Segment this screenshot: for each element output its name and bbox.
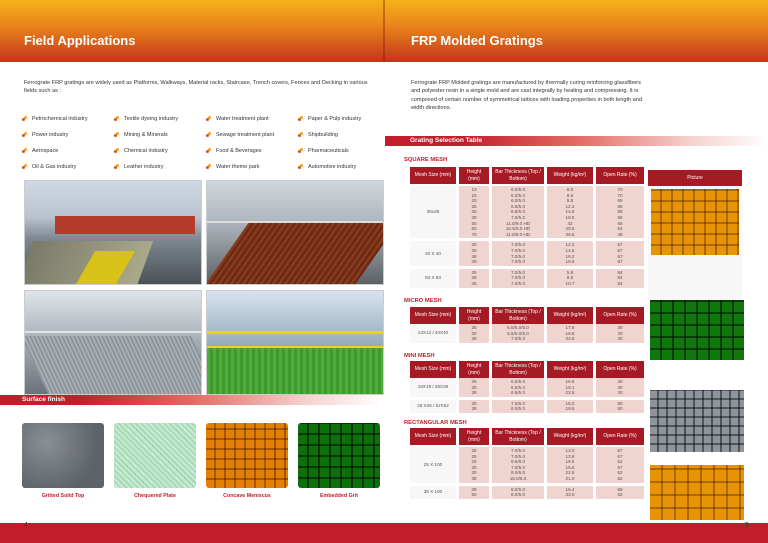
table-cell-bar: 6.5/5.0/5.0 (507, 325, 529, 330)
column-header-mesh: Mesh Size (mm) (410, 307, 456, 324)
left-page-number: 4 (24, 522, 28, 529)
table-cell-height: 38 (471, 486, 477, 492)
table-cell-height: 13 (471, 187, 477, 192)
column-header-weight: Weight (kg/m²) (547, 307, 593, 324)
table-cell-bar: 7.0/5.0 (510, 269, 526, 275)
bullet-icon (298, 132, 304, 138)
mesh-size-cell: 83 X 83 (425, 275, 441, 281)
table-cell-bar: 6.0/5.0 (510, 198, 526, 204)
table-cell-open: 84 (617, 269, 623, 275)
industry-item (114, 116, 178, 122)
table-cell-bar: 7.0/5.0 (510, 259, 526, 265)
industry-label: Chemical industry (124, 148, 168, 154)
industry-label: Shipbuilding (308, 132, 338, 138)
table-cell-weight: 15.2 (565, 400, 575, 406)
table-cell-height: 50 (471, 492, 477, 498)
industry-item (22, 132, 68, 138)
industry-item (206, 132, 274, 138)
photo-green-deck (206, 290, 384, 395)
column-header-mesh: Mesh Size (mm) (410, 361, 456, 378)
table-cell-bar: 8.0/5.0 (510, 492, 526, 498)
grating-image-green (650, 300, 744, 360)
table-cell-open: 56 (617, 220, 623, 226)
table-cell-height: 20 (471, 198, 477, 204)
swatch-label: Chequered Plate (134, 493, 176, 499)
table-cell-weight: 12.3 (565, 242, 575, 248)
table-cell-bar: 9.5/8.0 (510, 459, 526, 465)
bullet-icon (298, 164, 304, 170)
table-cell-open: 67 (617, 248, 623, 253)
picture-header: Picture (648, 170, 742, 186)
table-cell-height: 38 (471, 275, 477, 281)
table-cell-height: 40 (471, 259, 477, 265)
bullet-icon (22, 148, 28, 154)
table-cell-bar: 7.0/5.0 (510, 248, 526, 253)
table-cell-open: 62 (617, 492, 623, 498)
table-cell-weight: 10.7 (565, 281, 575, 286)
industry-row (22, 127, 382, 143)
bullet-icon (114, 116, 120, 122)
table-cell-bar: 6.5/5.0 (510, 203, 526, 209)
table-cell-weight: 13.0 (565, 448, 575, 453)
industry-item (298, 164, 356, 170)
section-title: MINI MESH (404, 353, 435, 359)
table-cell-height: 25 (471, 459, 477, 465)
table-cell-bar: 6.5/5.0 (510, 209, 526, 215)
table-cell-weight: 17.8 (565, 325, 575, 330)
table-cell-open: 62 (617, 470, 623, 476)
table-cell-height: 30 (471, 248, 477, 253)
swatch-chequered-plate (114, 423, 196, 488)
table-cell-weight: 16.8 (565, 379, 575, 384)
table-cell-weight: 16.4 (565, 486, 575, 492)
table-cell-weight: 18.8 (565, 330, 575, 336)
bullet-icon (22, 116, 28, 122)
industry-item (22, 164, 76, 170)
table-cell-height: 38 (471, 253, 477, 259)
mesh-size-cell: 38 X 100 (423, 489, 443, 495)
table-cell-weight: 19.1 (565, 384, 575, 390)
grating-image-yellow-rect (650, 465, 744, 520)
table-cell-weight: 19.5 (565, 259, 575, 265)
table-cell-weight: 23.5 (565, 390, 575, 396)
table-cell-bar: 8.0/6.0 (510, 470, 526, 476)
table-cell-height: 30 (471, 400, 477, 406)
table-cell-open: 30 (617, 384, 623, 390)
table-cell-weight: 14.6 (565, 209, 575, 215)
table-cell-height: 25 (471, 269, 477, 275)
table-cell-height: 15 (471, 192, 477, 198)
column-header-bar: Bar Thickness (Top / Bottom) (492, 428, 544, 445)
table-cell-open: 67 (617, 448, 623, 453)
bullet-icon (114, 164, 120, 170)
industry-label: Paper & Pulp industry (308, 116, 362, 122)
table-cell-height: 60 (471, 226, 477, 232)
table-cell-height: 25 (471, 379, 477, 384)
industry-item (298, 132, 338, 138)
industry-item (298, 148, 349, 154)
table-cell-open: 30 (617, 325, 623, 330)
table-cell-weight: 40.6 (565, 226, 575, 232)
table-cell-height: 38 (471, 406, 477, 412)
left-intro-text: Ferrograte FRP gratings are widely used as Platforms, Walkways, Material racks, Staircase, Trench covers, Fences and Decking in various fields such as : (24, 80, 368, 95)
table-cell-weight: 33.0 (565, 492, 575, 498)
bullet-icon (206, 116, 212, 122)
table-cell-height: 25 (471, 203, 477, 209)
industry-label: Aerospace (32, 148, 59, 154)
table-cell-bar: 7.0/5.0 (510, 215, 526, 220)
industry-item (114, 164, 163, 170)
swatch-embedded-grit (298, 423, 380, 488)
table-cell-weight: 6.0 (566, 187, 574, 192)
column-header-open: Open Rate (%) (596, 361, 644, 378)
table-cell-bar: 7.0/5.0 (510, 242, 526, 248)
bullet-icon (298, 116, 304, 122)
industry-label: Textile dyeing industry (124, 116, 179, 122)
left-page-title: Field Applications (24, 33, 136, 48)
column-header-height: Height (mm) (459, 167, 489, 184)
table-cell-open: 67 (617, 259, 623, 265)
table-cell-open: 30 (617, 379, 623, 384)
table-cell-open: 62 (617, 476, 623, 481)
table-cell-weight: 9.5 (566, 275, 574, 281)
table-cell-open: 54 (617, 226, 623, 232)
swatch-label: Embedded Grit (320, 493, 358, 499)
page-spine (383, 0, 385, 62)
table-cell-bar: 7.0/5.0 (510, 281, 526, 286)
industry-label: Sewage treatment plant (216, 132, 275, 138)
industry-item (22, 148, 58, 154)
table-cell-weight: 19.5 (565, 406, 575, 412)
table-cell-open: 65 (617, 198, 623, 204)
table-cell-bar: 6.5/5.0/5.0 (507, 330, 529, 336)
bullet-icon (298, 148, 304, 154)
table-cell-open: 70 (617, 192, 623, 198)
table-cell-height: 30 (471, 464, 477, 470)
table-cell-bar: 11.0/9.0 HD (505, 220, 531, 226)
swatch-concave-meniscus (206, 423, 288, 488)
bullet-icon (22, 164, 28, 170)
mesh-size-cell: 26 X26 / 52X52 (417, 403, 449, 409)
table-cell-weight: 46.6 (565, 231, 575, 237)
industry-label: Food & Beverages (216, 148, 262, 154)
right-page-number: 5 (745, 522, 749, 529)
table-cell-open: 52 (617, 459, 623, 465)
table-cell-open: 30 (617, 330, 623, 336)
table-cell-weight: 6.5 (566, 192, 574, 198)
industry-row (22, 143, 382, 159)
column-header-mesh: Mesh Size (mm) (410, 428, 456, 445)
surface-finish-title: Surface finish (22, 396, 65, 403)
mesh-size-cell: 38x38 (426, 209, 440, 215)
column-header-weight: Weight (kg/m²) (547, 361, 593, 378)
column-header-height: Height (mm) (459, 307, 489, 324)
section-title: RECTANGULAR MESH (404, 420, 467, 426)
industry-label: Mining & Minerals (124, 132, 168, 138)
table-cell-bar: 7.0/6.0 (510, 400, 526, 406)
photo-grey-walkway (24, 290, 202, 395)
table-cell-bar: 6.0/5.0 (510, 187, 526, 192)
industry-label: Pharmaceuticals (308, 148, 349, 154)
bullet-icon (114, 148, 120, 154)
column-header-bar: Bar Thickness (Top / Bottom) (492, 167, 544, 184)
page-footer (0, 523, 768, 543)
table-cell-height: 38 (471, 215, 477, 220)
table-cell-weight: 23.8 (565, 336, 575, 342)
industry-label: Leather industry (124, 164, 164, 170)
selection-table-bar (385, 136, 768, 146)
table-cell-weight: 5.8 (566, 269, 574, 275)
table-cell-height: 25 (471, 448, 477, 453)
photo-walkway-grating (206, 180, 384, 285)
table-cell-weight: 9.8 (566, 198, 574, 204)
table-cell-open: 84 (617, 281, 623, 286)
industry-label: Water treatment plant (216, 116, 269, 122)
table-cell-open: 67 (617, 253, 623, 259)
industry-list (22, 111, 382, 175)
bullet-icon (22, 132, 28, 138)
table-cell-height: 38 (471, 336, 477, 342)
selection-table-title: Grating Selection Table (410, 137, 483, 144)
right-intro-text: Ferrograte FRP Molded gratings are manufactured by thermally curing reinforcing glassfibers and polyester resin in a single mold and are cast integrally by heating and compressing. It is composed of certain number of symmetrical lattices with loading properties in both length and width directions. (411, 80, 643, 112)
table-cell-open: 60 (617, 406, 623, 412)
table-cell-bar: 16.5/9.0 HD (505, 226, 531, 232)
swatch-label: Gritted Solid Top (41, 493, 85, 499)
column-header-mesh: Mesh Size (mm) (410, 167, 456, 184)
photo-rail-platform (24, 180, 202, 285)
table-cell-weight: 19.2 (565, 253, 575, 259)
table-cell-bar: 11.0/9.0 HD (505, 231, 531, 237)
table-cell-height: 30 (471, 384, 477, 390)
table-cell-open: 70 (617, 187, 623, 192)
grating-image-grey (650, 390, 744, 452)
page-header (0, 0, 768, 62)
table-cell-open: 68 (617, 215, 623, 220)
table-cell-weight: 21.0 (565, 476, 575, 481)
mesh-size-cell: 40 X 40 (425, 250, 441, 256)
industry-item (206, 116, 269, 122)
column-header-open: Open Rate (%) (596, 307, 644, 324)
mesh-size-cell: 13X13 / 40X40 (417, 330, 449, 336)
table-cell-bar: 6.0/5.0 (510, 192, 526, 198)
table-cell-height: 50 (471, 220, 477, 226)
table-cell-open: 67 (617, 453, 623, 459)
table-cell-bar: 7.0/5.0 (510, 253, 526, 259)
table-cell-bar: 6.5/5.0 (510, 379, 526, 384)
section-title: SQUARE MESH (404, 157, 448, 163)
industry-label: Petrochemical industry (32, 116, 88, 122)
mesh-size-cell: 25 X 100 (423, 461, 443, 467)
swatch-label: Concave Meniscus (223, 493, 271, 499)
column-header-bar: Bar Thickness (Top / Bottom) (492, 307, 544, 324)
industry-item (114, 148, 168, 154)
table-cell-height: 30 (471, 209, 477, 215)
table-cell-open: 65 (617, 486, 623, 492)
table-cell-open: 60 (617, 400, 623, 406)
table-cell-height: 30 (471, 470, 477, 476)
table-cell-open: 30 (617, 390, 623, 396)
surface-finish-bar (0, 395, 383, 405)
grating-image-yellow (651, 189, 739, 255)
table-cell-bar: 7.0/5.0 (510, 336, 526, 342)
table-cell-open: 68 (617, 203, 623, 209)
table-cell-open: 67 (617, 464, 623, 470)
table-cell-height: 25 (471, 242, 477, 248)
section-title: MICRO MESH (404, 298, 442, 304)
table-cell-open: 68 (617, 209, 623, 215)
table-cell-bar: 6.0/5.0 (510, 406, 526, 412)
table-cell-height: 30 (471, 330, 477, 336)
bullet-icon (206, 148, 212, 154)
industry-item (206, 164, 260, 170)
column-header-weight: Weight (kg/m²) (547, 428, 593, 445)
table-cell-bar: 15.0/5.0 (509, 476, 527, 481)
table-cell-weight: 15.6 (565, 464, 575, 470)
industry-row (22, 159, 382, 175)
column-header-height: Height (mm) (459, 361, 489, 378)
table-cell-open: 30 (617, 336, 623, 342)
table-cell-open: 67 (617, 242, 623, 248)
mesh-size-cell: 19X19 / 38X38 (417, 384, 449, 390)
table-cell-height: 45 (471, 281, 477, 286)
table-cell-bar: 7.0/5.0 (510, 453, 526, 459)
column-header-weight: Weight (kg/m²) (547, 167, 593, 184)
table-cell-weight: 19.5 (565, 215, 575, 220)
industry-item (298, 116, 361, 122)
table-cell-bar: 6.5/5.0 (510, 384, 526, 390)
table-cell-weight: 13.8 (565, 453, 575, 459)
table-cell-height: 70 (471, 231, 477, 237)
right-page-title: FRP Molded Gratings (411, 33, 543, 48)
table-cell-weight: 14.6 (565, 248, 575, 253)
table-cell-weight: 22.5 (565, 470, 575, 476)
industry-item (22, 116, 88, 122)
table-cell-weight: 42 (567, 220, 573, 226)
table-cell-open: 84 (617, 275, 623, 281)
table-cell-bar: 7.0/5.0 (510, 448, 526, 453)
bullet-icon (114, 132, 120, 138)
table-cell-weight: 12.3 (565, 203, 575, 209)
industry-item (114, 132, 168, 138)
table-cell-bar: 8.0/5.0 (510, 486, 526, 492)
bullet-icon (206, 164, 212, 170)
column-header-open: Open Rate (%) (596, 167, 644, 184)
industry-label: Oil & Gas industry (32, 164, 77, 170)
table-cell-bar: 7.0/5.0 (510, 464, 526, 470)
table-cell-bar: 6.5/5.0 (510, 390, 526, 396)
table-cell-height: 25 (471, 453, 477, 459)
industry-label: Water theme park (216, 164, 260, 170)
bullet-icon (206, 132, 212, 138)
table-cell-weight: 19.5 (565, 459, 575, 465)
table-cell-height: 25 (471, 325, 477, 330)
column-header-open: Open Rate (%) (596, 428, 644, 445)
industry-item (206, 148, 262, 154)
table-cell-open: 49 (617, 231, 623, 237)
swatch-gritted-solid-top (22, 423, 104, 488)
column-header-height: Height (mm) (459, 428, 489, 445)
industry-row (22, 111, 382, 127)
industry-label: Automotive industry (308, 164, 357, 170)
table-cell-height: 38 (471, 476, 477, 481)
table-cell-bar: 7.0/5.0 (510, 275, 526, 281)
column-header-bar: Bar Thickness (Top / Bottom) (492, 361, 544, 378)
industry-label: Power industry (32, 132, 69, 138)
table-cell-height: 38 (471, 390, 477, 396)
